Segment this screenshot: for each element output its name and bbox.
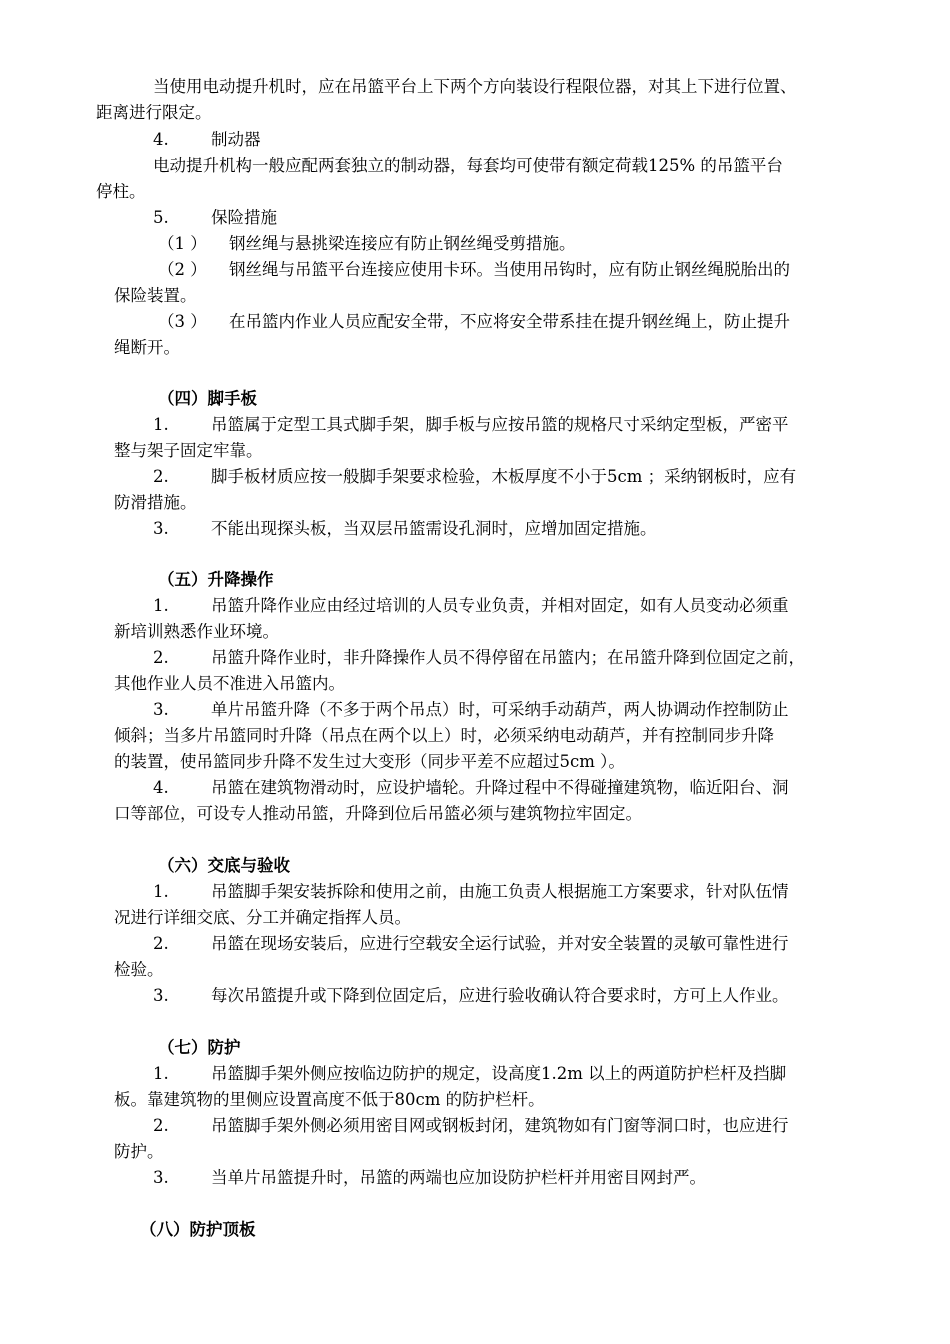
item-number: 3.: [153, 700, 169, 719]
item-number: 2.: [153, 934, 169, 953]
paragraph-line: 况进行详细交底、分工并确定指挥人员。: [114, 908, 411, 927]
paragraph-line: 吊篮脚手架外侧应按临边防护的规定，设高度1.2m 以上的两道防护栏杆及挡脚: [211, 1064, 787, 1083]
sub-item-label: （1 ）: [158, 234, 207, 253]
section-heading: （四）脚手板: [158, 389, 257, 408]
item-number: 1.: [153, 415, 169, 434]
paragraph-line: 当单片吊篮提升时，吊篮的两端也应加设防护栏杆并用密目网封严。: [211, 1168, 706, 1187]
paragraph-line: 新培训熟悉作业环境。: [114, 622, 279, 641]
paragraph-line: 其他作业人员不准进入吊篮内。: [114, 674, 345, 693]
item-number: 2.: [153, 1116, 169, 1135]
item-title: 保险措施: [211, 208, 277, 227]
paragraph-line: 不能出现探头板，当双层吊篮需设孔洞时，应增加固定措施。: [211, 519, 657, 538]
paragraph-line: 防护。: [114, 1142, 164, 1161]
paragraph-line: 检验。: [114, 960, 164, 979]
item-number: 4.: [153, 130, 169, 149]
item-number: 1.: [153, 882, 169, 901]
paragraph-line: 口等部位，可设专人推动吊篮，升降到位后吊篮必须与建筑物拉牢固定。: [114, 804, 642, 823]
item-number: 5.: [153, 208, 169, 227]
section-heading: （五）升降操作: [158, 570, 274, 589]
paragraph-line: 停柱。: [96, 182, 146, 201]
paragraph-line: 吊篮在现场安装后，应进行空载安全运行试验，并对安全装置的灵敏可靠性进行: [211, 934, 789, 953]
sub-item-text: 钢丝绳与悬挑梁连接应有防止钢丝绳受剪措施。: [229, 234, 576, 253]
section-heading: （七）防护: [158, 1038, 241, 1057]
sub-item-text: 钢丝绳与吊篮平台连接应使用卡环。当使用吊钩时，应有防止钢丝绳脱胎出的: [229, 260, 790, 279]
paragraph-line: 防滑措施。: [114, 493, 197, 512]
paragraph-line: 倾斜；当多片吊篮同时升降（吊点在两个以上）时，必须采纳电动葫芦，并有控制同步升降: [114, 726, 774, 745]
sub-item-text: 在吊篮内作业人员应配安全带，不应将安全带系挂在提升钢丝绳上，防止提升: [229, 312, 790, 331]
paragraph-line: 每次吊篮提升或下降到位固定后，应进行验收确认符合要求时，方可上人作业。: [211, 986, 789, 1005]
section-heading: （六）交底与验收: [158, 856, 290, 875]
paragraph-line: 吊篮脚手架安装拆除和使用之前，由施工负责人根据施工方案要求，针对队伍情: [211, 882, 789, 901]
paragraph-line: 的装置，使吊篮同步升降不发生过大变形（同步平差不应超过5cm ）。: [114, 752, 625, 771]
paragraph-line: 吊篮升降作业应由经过培训的人员专业负责，并相对固定，如有人员变动必须重: [211, 596, 789, 615]
item-number: 1.: [153, 596, 169, 615]
paragraph-line: 吊篮属于定型工具式脚手架，脚手板与应按吊篮的规格尺寸采纳定型板，严密平: [211, 415, 789, 434]
sub-item-label: （2 ）: [158, 260, 207, 279]
paragraph-line: 吊篮脚手架外侧必须用密目网或钢板封闭，建筑物如有门窗等洞口时，也应进行: [211, 1116, 789, 1135]
sub-item-label: （3 ）: [158, 312, 207, 331]
sub-item-text: 绳断开。: [114, 338, 180, 357]
item-title: 制动器: [211, 130, 261, 149]
section-heading: （八）防护顶板: [140, 1220, 256, 1239]
paragraph-line: 脚手板材质应按一般脚手架要求检验，木板厚度不小于5cm ；采纳钢板时，应有: [211, 467, 797, 486]
item-number: 3.: [153, 1168, 169, 1187]
paragraph-line: 吊篮在建筑物滑动时，应设护墙轮。升降过程中不得碰撞建筑物，临近阳台、洞: [211, 778, 789, 797]
item-number: 1.: [153, 1064, 169, 1083]
item-number: 3.: [153, 986, 169, 1005]
paragraph-line: 吊篮升降作业时，非升降操作人员不得停留在吊篮内；在吊篮升降到位固定之前，: [211, 648, 805, 667]
paragraph-line: 距离进行限定。: [96, 103, 212, 122]
item-number: 2.: [153, 648, 169, 667]
item-number: 3.: [153, 519, 169, 538]
item-number: 4.: [153, 778, 169, 797]
paragraph-line: 当使用电动提升机时，应在吊篮平台上下两个方向装设行程限位器，对其上下进行位置、: [153, 77, 797, 96]
paragraph-line: 电动提升机构一般应配两套独立的制动器，每套均可使带有额定荷载125% 的吊篮平台: [153, 156, 783, 175]
item-number: 2.: [153, 467, 169, 486]
paragraph-line: 板。靠建筑物的里侧应设置高度不低于80cm 的防护栏杆。: [114, 1090, 545, 1109]
paragraph-line: 单片吊篮升降（不多于两个吊点）时，可采纳手动葫芦，两人协调动作控制防止: [211, 700, 789, 719]
paragraph-line: 整与架子固定牢靠。: [114, 441, 263, 460]
sub-item-text: 保险装置。: [114, 286, 197, 305]
